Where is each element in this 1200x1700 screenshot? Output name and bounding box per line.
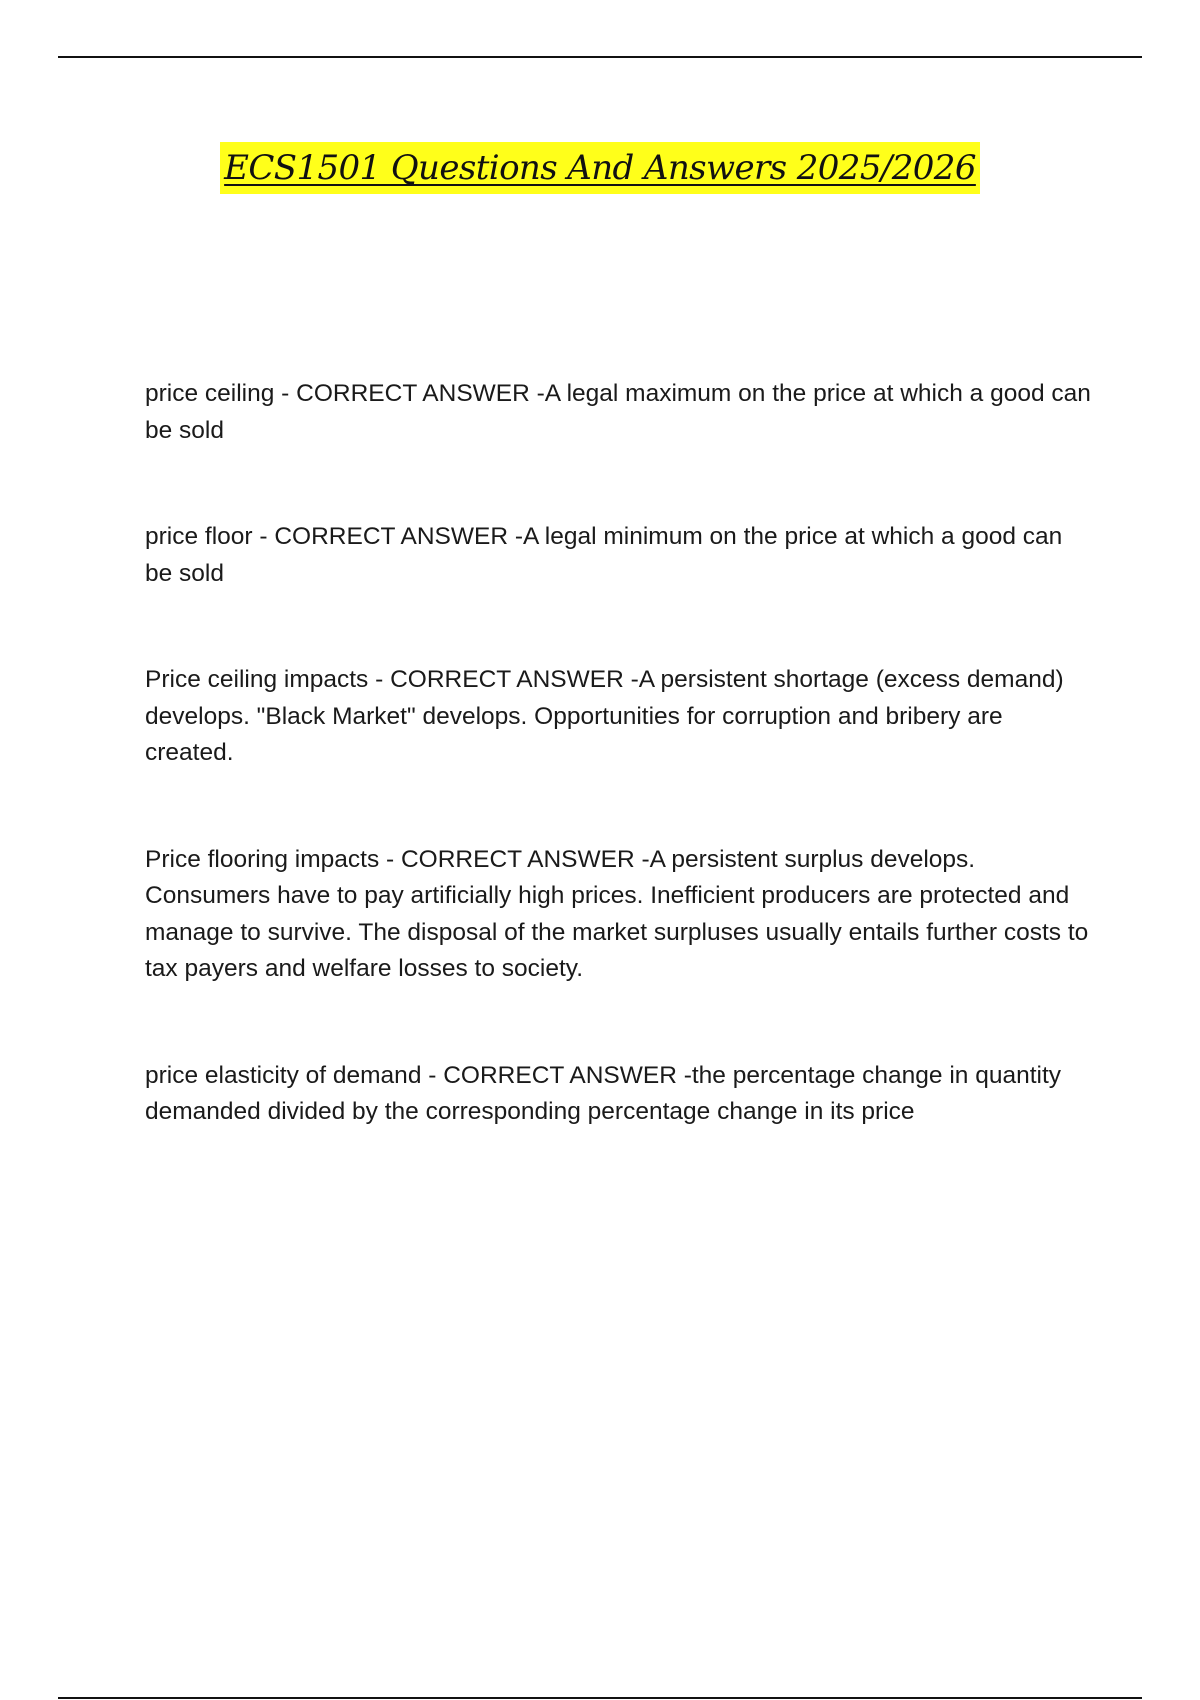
qa-answer: A legal minimum on the price at which a good can be sold (145, 523, 1063, 587)
footer-rule (58, 1697, 1142, 1699)
qa-answer: A legal maximum on the price at which a good can be sold (145, 380, 1091, 444)
qa-term: Price ceiling impacts (145, 666, 369, 693)
qa-item (145, 842, 1095, 988)
qa-item (145, 519, 1095, 592)
title-container (0, 142, 1200, 194)
qa-separator: - CORRECT ANSWER - (252, 523, 523, 550)
header-rule (58, 56, 1142, 58)
qa-separator: - CORRECT ANSWER - (379, 845, 650, 873)
qa-separator: - CORRECT ANSWER - (421, 1061, 692, 1089)
qa-item (145, 1058, 1095, 1131)
qa-item (145, 662, 1095, 772)
qa-answer: A persistent surplus develops. Consumers have to pay artificially high prices. Inefficient producers are protected and manage to survive. The disposal of the market surpluses usually entails further costs to tax payers and welfare losses to society. (145, 845, 1089, 982)
qa-term: price floor (145, 523, 253, 550)
qa-separator: - CORRECT ANSWER - (274, 380, 545, 407)
qa-answer: the percentage change in quantity demanded divided by the corresponding percentage change in its price (145, 1061, 1062, 1125)
qa-answer: A persistent shortage (excess demand) develops. "Black Market" develops. Opportunities for corruption and bribery are created. (145, 666, 1064, 766)
qa-list (145, 376, 1095, 1131)
qa-separator: - CORRECT ANSWER - (368, 666, 639, 693)
qa-term: Price flooring impacts (145, 845, 380, 873)
qa-term: price ceiling (145, 380, 275, 407)
qa-item (145, 376, 1095, 449)
document-title: ECS1501 Questions And Answers 2025/2026 (220, 142, 980, 194)
qa-term: price elasticity of demand (145, 1061, 422, 1089)
